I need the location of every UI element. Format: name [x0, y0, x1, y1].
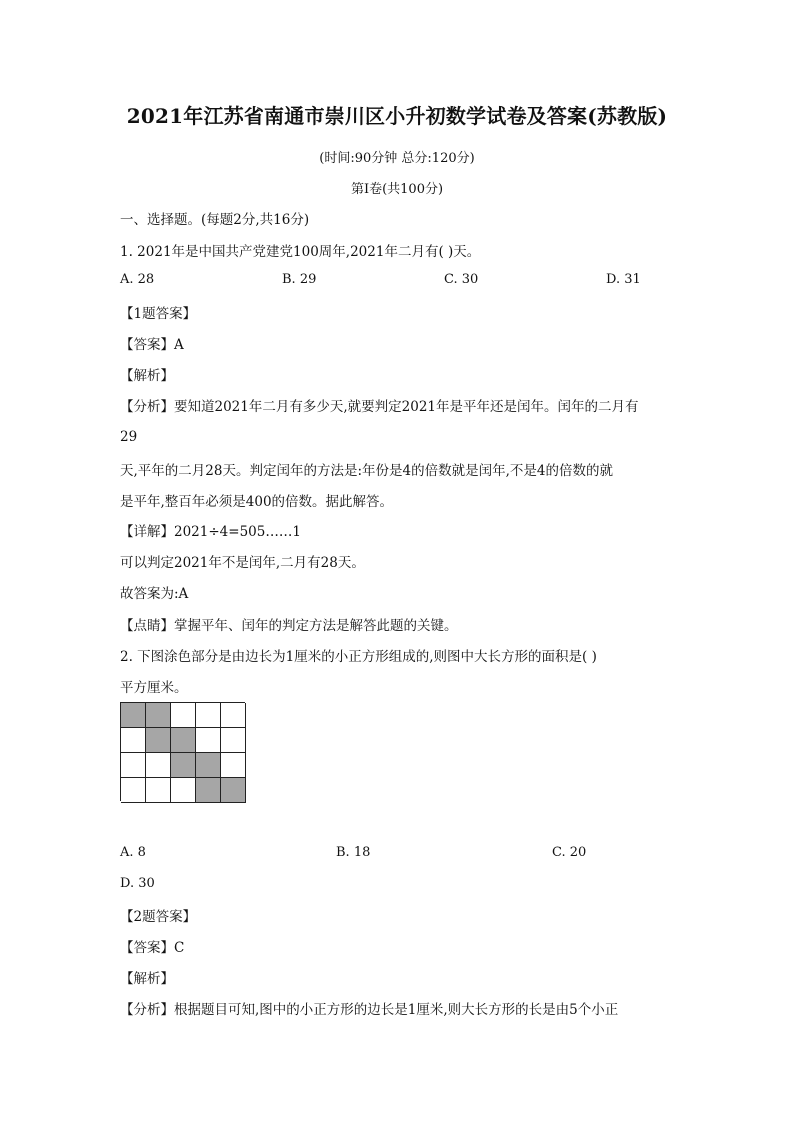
q2-analysis-header: 【解析】 [120, 971, 174, 987]
grid-cell-shaded [196, 778, 221, 803]
grid-cell [221, 703, 246, 728]
grid-cell-shaded [146, 728, 171, 753]
q1-option-a: A. 28 [120, 272, 155, 287]
q1-option-b: B. 29 [282, 272, 317, 287]
grid-cell [146, 753, 171, 778]
q2-answer: 【答案】C [120, 940, 185, 956]
grid-cell [171, 703, 196, 728]
grid-cell [121, 778, 146, 803]
grid-cell [171, 778, 196, 803]
grid-cell [196, 728, 221, 753]
grid-cell [196, 703, 221, 728]
q1-stem: 1. 2021年是中国共产党建党100周年,2021年二月有( )天。 [120, 244, 481, 260]
grid-cell [221, 728, 246, 753]
q1-comment: 【点睛】掌握平年、闰年的判定方法是解答此题的关键。 [120, 618, 458, 634]
q2-option-b: B. 18 [336, 845, 371, 860]
q1-analysis-header: 【解析】 [120, 368, 174, 384]
q2-option-c: C. 20 [552, 845, 587, 860]
q1-answer: 【答案】A [120, 337, 184, 353]
q2-option-d: D. 30 [120, 876, 155, 891]
document-title: 2021年江苏省南通市崇川区小升初数学试卷及答案(苏教版) [126, 104, 668, 128]
q2-grid-figure [120, 702, 245, 801]
grid-cell [221, 753, 246, 778]
grid-cell-shaded [121, 703, 146, 728]
q2-answer-header: 【2题答案】 [120, 909, 197, 925]
q1-analysis-line1: 【分析】要知道2021年二月有多少天,就要判定2021年是平年还是闰年。闰年的二月有 [120, 399, 639, 415]
grid-cell [121, 753, 146, 778]
q1-answer-header: 【1题答案】 [120, 306, 197, 322]
grid-cell [146, 778, 171, 803]
grid-cell [121, 728, 146, 753]
q1-analysis-line2: 29 [120, 429, 138, 445]
q1-analysis-line3: 天,平年的二月28天。判定闰年的方法是:年份是4的倍数就是闰年,不是4的倍数的就 [120, 463, 613, 479]
volume-heading: 第Ⅰ卷(共100分) [350, 182, 444, 197]
q1-option-c: C. 30 [444, 272, 479, 287]
q1-analysis-line4: 是平年,整百年必须是400的倍数。据此解答。 [120, 494, 394, 510]
time-info: (时间:90分钟 总分:120分) [319, 151, 475, 166]
q1-conclusion: 故答案为:A [120, 586, 189, 602]
q2-option-a: A. 8 [120, 845, 146, 860]
grid-cell-shaded [171, 728, 196, 753]
section-heading: 一、选择题。(每题2分,共16分) [120, 212, 310, 228]
q1-option-d: D. 31 [606, 272, 641, 287]
grid-cell-shaded [221, 778, 246, 803]
grid-cell-shaded [146, 703, 171, 728]
q2-stem-line2: 平方厘米。 [120, 680, 188, 696]
q2-stem-line1: 2. 下图涂色部分是由边长为1厘米的小正方形组成的,则图中大长方形的面积是( ) [120, 649, 597, 665]
q1-detail2: 可以判定2021年不是闰年,二月有28天。 [120, 555, 365, 571]
grid-cell-shaded [196, 753, 221, 778]
q1-detail: 【详解】2021÷4=505……1 [120, 524, 301, 540]
grid-cell-shaded [171, 753, 196, 778]
q2-analysis-line1: 【分析】根据题目可知,图中的小正方形的边长是1厘米,则大长方形的长是由5个小正 [120, 1002, 619, 1018]
